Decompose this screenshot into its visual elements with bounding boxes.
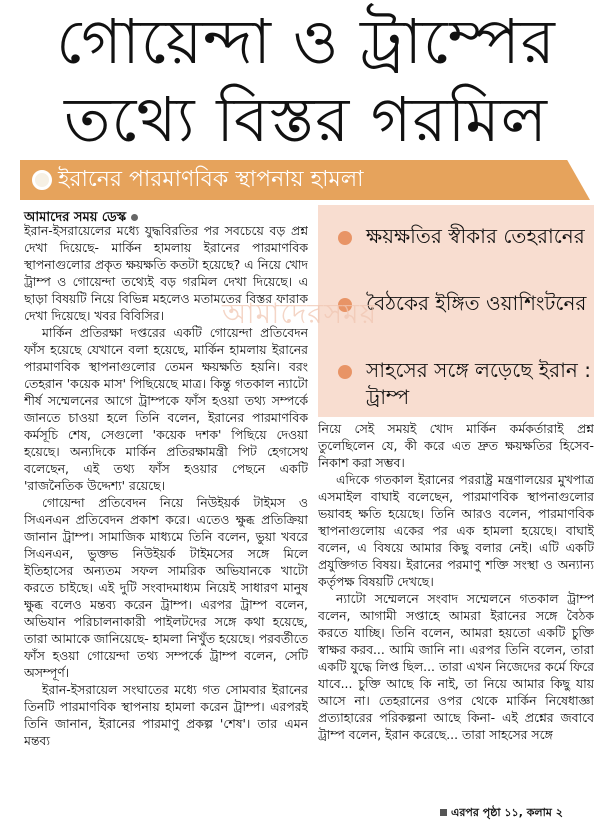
article-paragraph: ন্যাটো সম্মেলনে সংবাদ সম্মেলনে গতকাল ট্রাম্প বলেন, আগামী সপ্তাহে আমরা ইরানের সঙ্গে বৈঠক করতে যাচ্ছি। তিনি বলেন, আমরা হয়তো একটি চুক্তি স্বাক্ষর করব... আমি জানি না। এরপর তিনি বলেন, তারা একটি যুদ্ধে লিপ্ত ছিল... তারা এখন নিজেদের কর্মে ফিরে যাবে... চুক্তি আছে কি নাই, তা নিয়ে আমার কিছু যায় আসে না। তেহরানের ওপর থেকে মার্কিন নিষেধাজ্ঞা প্রত্যাহারের পরিকল্পনা আছে কিনা- এই প্রশ্নের জবাবে ট্রাম্প বলেন, ইরান করেছে... তারা সাহসের সঙ্গে — [318, 591, 594, 742]
article-paragraph: মার্কিন প্রতিরক্ষা দপ্তরের একটি গোয়েন্দা প্রতিবেদন ফাঁস হয়েছে যেখানে বলা হয়েছে, মার্কিন হামলায় ইরানের পারমাণবিক স্থাপনাগুলোর তেমন ক্ষয়ক্ষতি হয়নি। বরং তেহরান 'কয়েক মাস' পিছিয়েছে মাত্র। কিন্তু গতকাল ন্যাটো শীর্ষ সম্মেলনের আগে ট্রাম্পকে ফাঁস হওয়া তথ্য সম্পর্কে জানতে চাওয়া হলে তিনি বলেন, ইরানের পারমাণবিক কর্মসূচি শেষ, সেগুলো 'কয়েক দশক' পিছিয়ে দেওয়া হয়েছে। অন্যদিকে মার্কিন প্রতিরক্ষামন্ত্রী পিট হেগসেথ বলেছেন, এই তথ্য ফাঁস হওয়ার পেছনে একটি 'রাজনৈতিক উদ্দেশ্য' রয়েছে। — [24, 325, 308, 493]
headline-line-2: তথ্যে বিস্তর গরমিল — [63, 83, 548, 156]
highlight-bullet-icon — [338, 365, 352, 379]
byline-dot-icon — [131, 214, 138, 221]
headline-line-1: গোয়েন্দা ও ট্রাম্পের — [56, 5, 556, 78]
continued-note — [440, 804, 563, 823]
continued-text: এরপর পৃষ্ঠা ১১, কলাম ২ — [451, 806, 563, 819]
highlight-text: সাহসের সঙ্গে লড়েছে ইরান : ট্রাম্প — [366, 358, 591, 409]
article-paragraph: নিয়ে সেই সময়ই খোদ মার্কিন কর্মকর্তারাই প্রশ্ন তুলেছিলেন যে, কী করে এত দ্রুত ক্ষয়ক্ষতির হিসেব-নিকাশ করা সম্ভব। — [318, 421, 594, 470]
article-paragraph: গোয়েন্দা প্রতিবেদন নিয়ে নিউইয়র্ক টাইমস ও সিএনএন প্রতিবেদন প্রকাশ করে। এতেও ক্ষুব্ধ প্রতিক্রিয়া জানান ট্রাম্প। সামাজিক মাধ্যমে তিনি বলেন, ভুয়া খবরে সিএনএন, ভুক্তভ নিউইয়র্ক টাইমসের সঙ্গে মিলে ইতিহাসের অন্যতম সফল সামরিক অভিযানকে খাটো করতে চাইছে। এই দুটি সংবাদমাধ্যম নিয়েই সাধারণ মানুষ ক্ষুব্ধ বলেও মন্তব্য করেন ট্রাম্প। এরপর ট্রাম্প বলেন, অভিযান পরিচালনাকারী পাইলটদের সঙ্গে কথা হয়েছে, তারা আমাকে জানিয়েছে- হামলা নিখুঁত হয়েছে। পরবর্তীতে ফাঁস হওয়া গোয়েন্দা তথ্য সম্পর্কে ট্রাম্প বলেন, সেটি অসম্পূর্ণ। — [24, 495, 308, 680]
highlight-bullet-icon — [338, 231, 352, 245]
byline-text: আমাদের সময় ডেস্ক — [24, 210, 127, 225]
newspaper-watermark: আমাদেরসময় — [222, 297, 378, 330]
article-paragraph: ইরান-ইসরায়েলের মধ্যে যুদ্ধবিরতির পর সবচেয়ে বড় প্রশ্ন দেখা দিয়েছে- মার্কিন হামলায় ইরানের পারমাণবিক স্থাপনাগুলোর প্রকৃত ক্ষয়ক্ষতি কতটা হয়েছে? এ নিয়ে খোদ ট্রাম্প ও গোয়েন্দা তথ্যেই বড় গরমিল দেখা দিয়েছে। এ ছাড়া বিষয়টি নিয়ে বিভিন্ন মহলেও মতামতের বিস্তর ফারাক দেখা দিয়েছে। খবর বিবিসির। — [24, 223, 308, 323]
continued-square-icon — [440, 809, 447, 816]
banner-bullet-icon — [32, 170, 52, 190]
article-right-column — [318, 420, 594, 802]
article-paragraph: এদিকে গতকাল ইরানের পররাষ্ট্র মন্ত্রণালয়ের মুখপাত্র এসমাইল বাঘাই বলেছেন, পারমাণবিক স্থাপনাগুলোর ভয়াবহ ক্ষতি হয়েছে। তিনি আরও বলেন, পারমাণবিক স্থাপনাগুলোয় একের পর এক হামলা হয়েছে। বাঘাই বলেন, এ বিষয়ে আমার কিছু বলার নেই। এটি একটি প্রযুক্তিগত বিষয়। ইরানের পরমাণু শক্তি সংস্থা ও অন্যান্য কর্তৃপক্ষ বিষয়টি দেখছে। — [318, 472, 594, 589]
article-paragraph: ইরান-ইসরায়েল সংঘাতের মধ্যে গত সোমবার ইরানের তিনটি পারমাণবিক স্থাপনায় হামলা করেন ট্রাম্প। এরপরই তিনি জানান, ইরানের পারমাণু প্রকল্প 'শেষ'। তার এমন মন্তব্য — [24, 682, 308, 748]
banner-title: ইরানের পারমাণবিক স্থাপনায় হামলা — [58, 167, 364, 192]
highlight-text: বৈঠকের ইঙ্গিত ওয়াশিংটনের — [366, 291, 587, 315]
highlight-text: ক্ষয়ক্ষতির স্বীকার তেহরানের — [366, 224, 585, 248]
